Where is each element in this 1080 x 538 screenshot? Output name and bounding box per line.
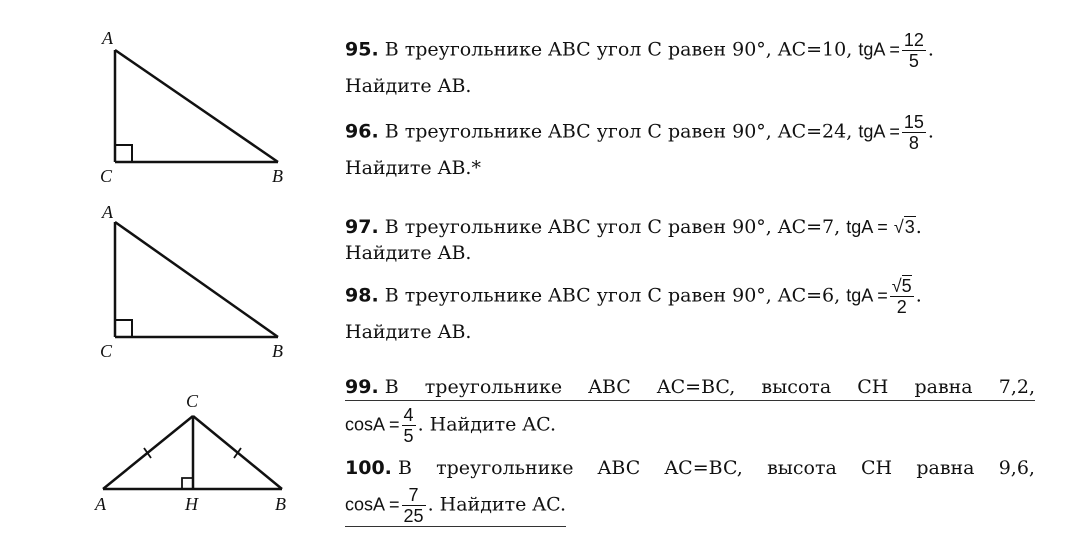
- fig3-label-h: H: [185, 494, 198, 514]
- problem-number: 96.: [345, 120, 379, 143]
- problem-question: Найдите AB.: [345, 321, 472, 343]
- problem-word: треугольнике: [436, 457, 574, 479]
- problem-word: высота: [767, 457, 837, 479]
- fig3-label-b: B: [275, 494, 286, 514]
- cosine-label: cosA =: [345, 414, 400, 435]
- tangent-label: tgA =: [858, 39, 900, 60]
- fraction-numerator: 15: [903, 112, 924, 132]
- problem-100: [345, 455, 1035, 527]
- problem-100-line1: [345, 455, 1035, 481]
- problem-96-line1: [345, 112, 1035, 153]
- problem-number: 99.: [345, 376, 379, 398]
- problem-97: [345, 214, 1035, 266]
- problem-text: В треугольнике ABC угол C равен 90°, AC=7,: [384, 216, 841, 238]
- problem-question: Найдите AB.: [345, 75, 472, 97]
- problem-word: ABC: [597, 457, 641, 479]
- period: .: [927, 120, 934, 143]
- fraction: [402, 405, 416, 446]
- fig1-label-a: A: [102, 28, 113, 48]
- fraction-numerator: √5: [891, 276, 912, 296]
- fraction: [902, 30, 926, 71]
- problem-99-line1: [345, 374, 1035, 401]
- problem-word: высота: [761, 376, 832, 398]
- period: .: [927, 38, 934, 61]
- problem-number: 100.: [345, 457, 392, 479]
- tangent-label: tgA =: [858, 121, 900, 142]
- problem-text: В треугольнике ABC угол C равен 90°, AC=6,: [384, 284, 841, 307]
- problem-98-line1: [345, 276, 1035, 317]
- problem-text: В треугольнике ABC угол C равен 90°, AC=24,: [384, 120, 853, 143]
- problem-word: равна: [916, 457, 975, 479]
- problem-95-line1: [345, 30, 1035, 71]
- isosceles-triangle-figure: [103, 416, 282, 489]
- fraction-denominator: 8: [908, 133, 919, 153]
- fraction-denominator: 2: [896, 297, 907, 317]
- problem-question: Найдите AB.: [345, 242, 472, 264]
- fig1-label-b: B: [272, 166, 283, 186]
- problem-word: AC=BC,: [656, 376, 736, 398]
- problem-word: В: [384, 376, 399, 398]
- fig3-label-a: A: [95, 494, 106, 514]
- problem-word: треугольнике: [424, 376, 563, 398]
- fraction-numerator: 4: [403, 405, 414, 425]
- right-triangle-figure-2: [115, 222, 278, 337]
- problem-97-line1: [345, 214, 1035, 240]
- fraction: [402, 485, 426, 526]
- problem-number: 95.: [345, 38, 379, 61]
- fraction: [890, 276, 914, 317]
- fraction: [902, 112, 926, 153]
- problem-text: В треугольнике ABC угол C равен 90°, AC=10,: [384, 38, 853, 61]
- problem-word: CH: [861, 457, 893, 479]
- radicand: 3: [904, 217, 915, 237]
- problem-word: ABC: [588, 376, 631, 398]
- fraction-denominator: 25: [403, 506, 424, 526]
- problem-99-line2: [345, 405, 1035, 446]
- fig2-label-b: B: [272, 341, 283, 361]
- problem-number: 98.: [345, 284, 379, 307]
- period: .: [915, 284, 922, 307]
- problem-word: CH: [857, 376, 889, 398]
- tangent-label: tgA =: [846, 285, 888, 306]
- problem-number: 97.: [345, 216, 379, 238]
- problem-question: Найдите AB.*: [345, 157, 481, 179]
- problem-word: 9,6,: [998, 457, 1035, 479]
- fig2-label-a: A: [102, 202, 113, 222]
- fig1-label-c: C: [100, 166, 113, 186]
- problem-word: 7,2,: [998, 376, 1035, 398]
- problem-99: [345, 374, 1035, 446]
- square-root: √3: [893, 217, 915, 237]
- fig2-label-c: C: [100, 341, 113, 361]
- cosine-label: cosA =: [345, 494, 400, 515]
- tangent-label: tgA =: [846, 217, 888, 237]
- problem-100-line2: [345, 485, 566, 527]
- problem-95: [345, 30, 1035, 99]
- problem-word: В: [397, 457, 412, 479]
- fraction-numerator: 12: [903, 30, 924, 50]
- problem-word: равна: [914, 376, 973, 398]
- fraction-denominator: 5: [403, 426, 414, 446]
- problem-98: [345, 276, 1035, 345]
- period: .: [915, 216, 922, 238]
- problem-96: [345, 112, 1035, 181]
- problem-question: . Найдите AC.: [417, 413, 556, 436]
- problem-word: AC=BC,: [664, 457, 743, 479]
- radicand: 5: [901, 276, 912, 296]
- fig3-label-c: C: [186, 391, 199, 411]
- fraction-numerator: 7: [402, 485, 426, 506]
- fraction-denominator: 5: [908, 51, 919, 71]
- right-triangle-figure-1: [115, 50, 278, 162]
- problem-question: . Найдите AC.: [427, 493, 566, 516]
